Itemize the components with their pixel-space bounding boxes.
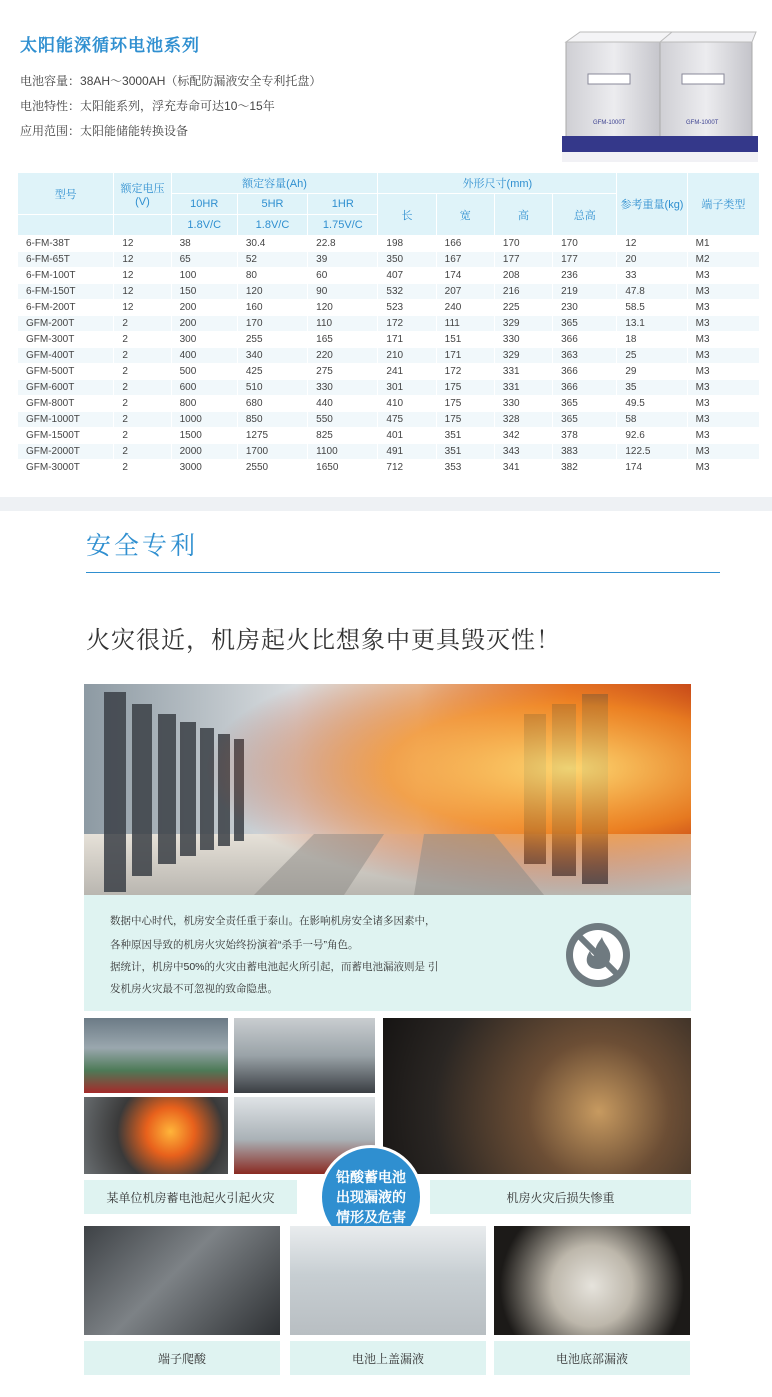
caption-fire-damage: 机房火灾后损失惨重: [430, 1180, 691, 1214]
col-width: 宽: [436, 194, 494, 236]
table-cell: 174: [617, 460, 687, 476]
table-cell: 12: [114, 300, 171, 316]
table-row: [18, 268, 760, 284]
caption-bottom-leak: 电池底部漏液: [494, 1341, 690, 1375]
table-cell: 6-FM-200T: [18, 300, 114, 316]
product-header-section: [0, 0, 772, 497]
table-cell: 331: [494, 364, 552, 380]
table-cell: 166: [436, 236, 494, 252]
col-1hr: 1HR: [308, 194, 378, 215]
table-cell: 2000: [171, 444, 237, 460]
section-underline: [86, 572, 720, 573]
table-cell: 1700: [237, 444, 307, 460]
photo-firefighters: [234, 1018, 375, 1093]
spec-table-body: [18, 236, 760, 476]
table-cell: 365: [553, 316, 617, 332]
paragraph-line-2: 各种原因导致的机房火灾始终扮演着“杀手一号”角色。: [110, 939, 359, 951]
table-cell: 800: [171, 396, 237, 412]
table-cell: 6-FM-150T: [18, 284, 114, 300]
series-title: 太阳能深循环电池系列: [20, 36, 200, 55]
table-cell: M3: [687, 364, 759, 380]
table-cell: 175: [436, 412, 494, 428]
table-cell: 1100: [308, 444, 378, 460]
caption-terminal-corrosion: 端子爬酸: [84, 1341, 280, 1375]
table-cell: 58.5: [617, 300, 687, 316]
table-cell: 1650: [308, 460, 378, 476]
cutoff-5hr: 1.8V/C: [237, 215, 307, 236]
table-cell: 2: [114, 316, 171, 332]
table-cell: M3: [687, 444, 759, 460]
table-cell: 165: [308, 332, 378, 348]
table-cell: 52: [237, 252, 307, 268]
table-cell: 343: [494, 444, 552, 460]
table-cell: GFM-800T: [18, 396, 114, 412]
table-cell: 210: [378, 348, 436, 364]
table-cell: 174: [436, 268, 494, 284]
table-cell: 80: [237, 268, 307, 284]
col-10hr: 10HR: [171, 194, 237, 215]
photo-fire-building: [84, 1018, 228, 1093]
table-cell: 90: [308, 284, 378, 300]
table-cell: 230: [553, 300, 617, 316]
table-cell: 330: [308, 380, 378, 396]
table-cell: 6-FM-65T: [18, 252, 114, 268]
table-cell: 33: [617, 268, 687, 284]
table-cell: 330: [494, 332, 552, 348]
table-cell: 30.4: [237, 236, 307, 252]
table-cell: 425: [237, 364, 307, 380]
col-5hr: 5HR: [237, 194, 307, 215]
table-cell: 35: [617, 380, 687, 396]
table-row: [18, 316, 760, 332]
table-cell: 200: [171, 316, 237, 332]
table-cell: 122.5: [617, 444, 687, 460]
spec-application: 应用范围：太阳能储能转换设备: [20, 124, 189, 138]
section-divider: [0, 497, 772, 511]
table-cell: 2: [114, 380, 171, 396]
table-cell: 850: [237, 412, 307, 428]
table-cell: 523: [378, 300, 436, 316]
table-cell: 207: [436, 284, 494, 300]
table-cell: 2550: [237, 460, 307, 476]
table-cell: 353: [436, 460, 494, 476]
col-weight: 参考重量(kg): [617, 173, 687, 236]
table-cell: M3: [687, 268, 759, 284]
table-cell: 38: [171, 236, 237, 252]
col-model-spacer: [18, 215, 114, 236]
table-cell: 401: [378, 428, 436, 444]
table-cell: M3: [687, 284, 759, 300]
col-total-height: 总高: [553, 194, 617, 236]
table-row: [18, 444, 760, 460]
battery-label-right: GFM-1000T: [686, 120, 719, 126]
table-cell: 301: [378, 380, 436, 396]
table-cell: 1275: [237, 428, 307, 444]
table-cell: 330: [494, 396, 552, 412]
table-row: [18, 380, 760, 396]
table-cell: 39: [308, 252, 378, 268]
col-voltage: 额定电压(V): [114, 173, 171, 215]
table-cell: 47.8: [617, 284, 687, 300]
table-cell: 216: [494, 284, 552, 300]
table-cell: 13.1: [617, 316, 687, 332]
table-cell: M3: [687, 332, 759, 348]
table-cell: 680: [237, 396, 307, 412]
table-cell: 407: [378, 268, 436, 284]
table-cell: 177: [494, 252, 552, 268]
table-cell: M3: [687, 412, 759, 428]
table-cell: 120: [308, 300, 378, 316]
table-cell: M3: [687, 428, 759, 444]
table-cell: 111: [436, 316, 494, 332]
table-cell: 110: [308, 316, 378, 332]
table-row: [18, 284, 760, 300]
table-cell: 171: [436, 348, 494, 364]
table-cell: 100: [171, 268, 237, 284]
table-row: [18, 396, 760, 412]
table-cell: 151: [436, 332, 494, 348]
table-cell: 25: [617, 348, 687, 364]
col-length: 长: [378, 194, 436, 236]
table-cell: 255: [237, 332, 307, 348]
table-cell: 825: [308, 428, 378, 444]
table-row: [18, 364, 760, 380]
table-cell: 170: [237, 316, 307, 332]
table-cell: 328: [494, 412, 552, 428]
headline: 火灾很近，机房起火比想象中更具毁灭性！: [86, 627, 561, 654]
table-cell: 410: [378, 396, 436, 412]
table-cell: 12: [114, 252, 171, 268]
paragraph-line-4: 发机房火灾最不可忽视的致命隐患。: [110, 983, 278, 995]
table-cell: 170: [553, 236, 617, 252]
table-cell: 175: [436, 396, 494, 412]
table-cell: 491: [378, 444, 436, 460]
server-room-fire-image: [84, 684, 691, 895]
table-cell: 1500: [171, 428, 237, 444]
col-model: 型号: [18, 173, 114, 215]
table-cell: 363: [553, 348, 617, 364]
table-cell: 600: [171, 380, 237, 396]
table-cell: M3: [687, 460, 759, 476]
table-row: [18, 332, 760, 348]
table-cell: 366: [553, 364, 617, 380]
table-cell: M3: [687, 380, 759, 396]
caption-top-cover-leak: 电池上盖漏液: [290, 1341, 486, 1375]
table-cell: 550: [308, 412, 378, 428]
table-cell: 177: [553, 252, 617, 268]
table-cell: 22.8: [308, 236, 378, 252]
table-cell: M3: [687, 300, 759, 316]
table-row: [18, 348, 760, 364]
table-cell: 351: [436, 444, 494, 460]
photo-bottom-leak: [494, 1226, 690, 1335]
table-cell: 220: [308, 348, 378, 364]
table-cell: 170: [494, 236, 552, 252]
table-cell: 2: [114, 412, 171, 428]
table-cell: 225: [494, 300, 552, 316]
table-cell: 532: [378, 284, 436, 300]
table-cell: 2: [114, 332, 171, 348]
table-cell: 12: [617, 236, 687, 252]
cutoff-1hr: 1.75V/C: [308, 215, 378, 236]
table-cell: 6-FM-100T: [18, 268, 114, 284]
table-cell: 29: [617, 364, 687, 380]
table-cell: 2: [114, 444, 171, 460]
table-cell: 12: [114, 284, 171, 300]
table-row: [18, 236, 760, 252]
table-cell: 275: [308, 364, 378, 380]
paragraph-line-1: 数据中心时代，机房安全责任重于泰山。在影响机房安全诸多因素中，: [110, 915, 436, 927]
no-fire-icon: [562, 919, 634, 991]
table-cell: 400: [171, 348, 237, 364]
table-cell: M1: [687, 236, 759, 252]
table-cell: GFM-400T: [18, 348, 114, 364]
table-cell: 175: [436, 380, 494, 396]
table-cell: 440: [308, 396, 378, 412]
table-cell: 171: [378, 332, 436, 348]
table-cell: 342: [494, 428, 552, 444]
spec-capacity: 电池容量：38AH～3000AH（标配防漏液安全专利托盘）: [20, 74, 322, 88]
table-cell: 172: [436, 364, 494, 380]
table-cell: 172: [378, 316, 436, 332]
table-cell: 6-FM-38T: [18, 236, 114, 252]
table-cell: 382: [553, 460, 617, 476]
table-cell: GFM-500T: [18, 364, 114, 380]
col-dimensions: 外形尺寸(mm): [378, 173, 617, 194]
table-cell: 2: [114, 428, 171, 444]
table-row: [18, 460, 760, 476]
table-cell: GFM-3000T: [18, 460, 114, 476]
photo-window-fire: [84, 1097, 228, 1174]
fire-statistics-panel: [84, 895, 691, 1011]
table-cell: 12: [114, 268, 171, 284]
table-cell: 160: [237, 300, 307, 316]
table-cell: 49.5: [617, 396, 687, 412]
table-cell: M3: [687, 316, 759, 332]
table-cell: 58: [617, 412, 687, 428]
table-cell: 198: [378, 236, 436, 252]
table-cell: 329: [494, 348, 552, 364]
cutoff-10hr: 1.8V/C: [171, 215, 237, 236]
battery-product-image: [560, 28, 760, 173]
table-cell: 350: [378, 252, 436, 268]
table-cell: 20: [617, 252, 687, 268]
leakage-hazard-badge: 铅酸蓄电池 出现漏液的 情形及危害: [319, 1145, 423, 1249]
table-cell: GFM-1500T: [18, 428, 114, 444]
table-cell: M3: [687, 348, 759, 364]
table-cell: GFM-200T: [18, 316, 114, 332]
table-cell: 1000: [171, 412, 237, 428]
table-cell: GFM-1000T: [18, 412, 114, 428]
col-capacity: 额定容量(Ah): [171, 173, 378, 194]
table-cell: 365: [553, 412, 617, 428]
col-terminal: 端子类型: [687, 173, 759, 236]
table-cell: 366: [553, 332, 617, 348]
table-cell: 341: [494, 460, 552, 476]
col-voltage-spacer: [114, 215, 171, 236]
table-cell: 2: [114, 460, 171, 476]
table-cell: 3000: [171, 460, 237, 476]
caption-battery-fire: 某单位机房蓄电池起火引起火灾: [84, 1180, 297, 1214]
table-cell: 2: [114, 364, 171, 380]
table-row: [18, 252, 760, 268]
table-cell: 331: [494, 380, 552, 396]
table-row: [18, 428, 760, 444]
table-cell: 475: [378, 412, 436, 428]
spec-feature: 电池特性：太阳能系列，浮充寿命可达10～15年: [20, 99, 275, 113]
table-cell: 383: [553, 444, 617, 460]
table-row: [18, 412, 760, 428]
table-cell: 340: [237, 348, 307, 364]
table-cell: 200: [171, 300, 237, 316]
table-cell: GFM-2000T: [18, 444, 114, 460]
section-title: 安全专利: [86, 532, 199, 560]
table-cell: 241: [378, 364, 436, 380]
table-cell: 351: [436, 428, 494, 444]
table-cell: M3: [687, 396, 759, 412]
table-cell: 500: [171, 364, 237, 380]
table-cell: 92.6: [617, 428, 687, 444]
table-cell: 208: [494, 268, 552, 284]
photo-terminal-corrosion: [84, 1226, 280, 1335]
col-height: 高: [494, 194, 552, 236]
table-cell: M2: [687, 252, 759, 268]
table-cell: 300: [171, 332, 237, 348]
table-cell: 167: [436, 252, 494, 268]
battery-label-left: GFM-1000T: [593, 120, 626, 126]
table-cell: GFM-600T: [18, 380, 114, 396]
table-cell: 510: [237, 380, 307, 396]
table-cell: 60: [308, 268, 378, 284]
table-cell: 365: [553, 396, 617, 412]
table-cell: 2: [114, 396, 171, 412]
table-cell: 150: [171, 284, 237, 300]
table-cell: 329: [494, 316, 552, 332]
table-cell: 236: [553, 268, 617, 284]
table-cell: 219: [553, 284, 617, 300]
table-row: [18, 300, 760, 316]
battery-spec-table: [17, 172, 760, 476]
table-cell: GFM-300T: [18, 332, 114, 348]
table-cell: 240: [436, 300, 494, 316]
table-cell: 2: [114, 348, 171, 364]
table-cell: 12: [114, 236, 171, 252]
table-cell: 120: [237, 284, 307, 300]
photo-burned-server-room: [383, 1018, 691, 1174]
table-cell: 712: [378, 460, 436, 476]
paragraph-line-3: 据统计，机房中50%的火灾由蓄电池起火所引起，而蓄电池漏液则是 引: [110, 961, 439, 973]
table-cell: 18: [617, 332, 687, 348]
photo-top-cover-leak: [290, 1226, 486, 1335]
table-cell: 366: [553, 380, 617, 396]
table-cell: 378: [553, 428, 617, 444]
table-cell: 65: [171, 252, 237, 268]
